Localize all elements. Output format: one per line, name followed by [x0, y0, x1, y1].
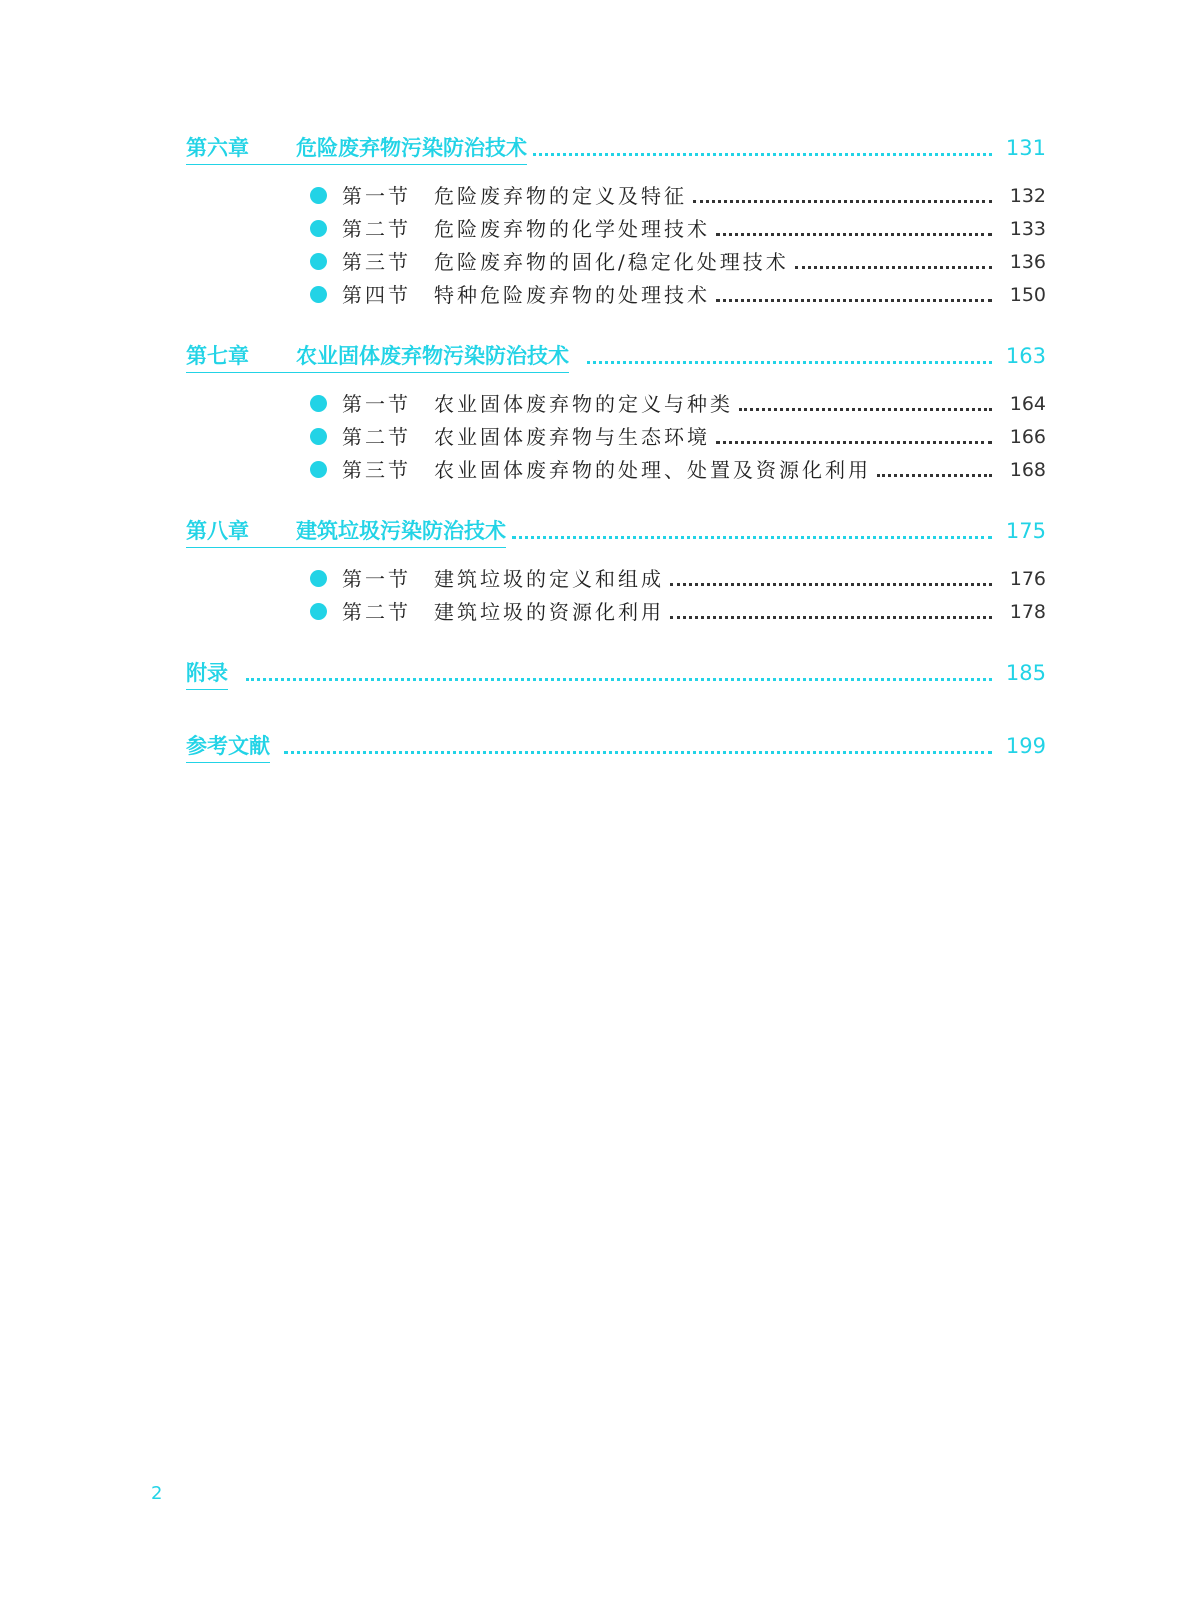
section-list	[186, 561, 1046, 627]
section-title: 危险废弃物的定义及特征	[434, 184, 687, 208]
dot-leader	[716, 233, 992, 236]
chapter-group-7	[186, 340, 1046, 485]
dot-leader	[670, 583, 992, 586]
bullet-dot-icon	[310, 603, 327, 620]
section-entry[interactable]	[310, 277, 1046, 310]
appendix-heading	[186, 659, 228, 690]
appendix-entry[interactable]	[186, 657, 1046, 690]
chapter-page: 175	[1005, 519, 1046, 543]
section-entry[interactable]	[310, 211, 1046, 244]
appendix-page: 185	[1005, 661, 1046, 685]
section-number: 第二节	[342, 600, 411, 624]
section-title: 农业固体废弃物与生态环境	[434, 425, 710, 449]
chapter-title: 农业固体废弃物污染防治技术	[296, 344, 569, 368]
section-number: 第一节	[342, 184, 411, 208]
section-title: 危险废弃物的化学处理技术	[434, 217, 710, 241]
chapter-entry[interactable]	[186, 340, 1046, 373]
bullet-dot-icon	[310, 395, 327, 412]
section-number: 第一节	[342, 392, 411, 416]
dot-leader	[795, 266, 992, 269]
dot-leader	[533, 153, 992, 156]
section-entry[interactable]	[310, 452, 1046, 485]
chapter-heading	[186, 517, 506, 548]
table-of-contents	[186, 132, 1046, 803]
dot-leader	[512, 536, 992, 539]
section-number: 第二节	[342, 425, 411, 449]
appendix-group	[186, 657, 1046, 690]
chapter-heading	[186, 342, 569, 373]
dot-leader	[670, 616, 992, 619]
bullet-dot-icon	[310, 253, 327, 270]
section-entry[interactable]	[310, 561, 1046, 594]
chapter-number: 第八章	[186, 519, 249, 543]
dot-leader	[877, 474, 992, 477]
references-page: 199	[1005, 734, 1046, 758]
section-page: 133	[1009, 218, 1046, 240]
bullet-dot-icon	[310, 570, 327, 587]
chapter-group-6	[186, 132, 1046, 310]
references-group	[186, 730, 1046, 763]
dot-leader	[693, 200, 992, 203]
chapter-entry[interactable]	[186, 515, 1046, 548]
section-list	[186, 178, 1046, 310]
chapter-page: 131	[1005, 136, 1046, 160]
section-entry[interactable]	[310, 178, 1046, 211]
section-title: 危险废弃物的固化/稳定化处理技术	[434, 250, 789, 274]
dot-leader	[246, 678, 992, 681]
references-heading	[186, 732, 270, 763]
bullet-dot-icon	[310, 428, 327, 445]
section-number: 第一节	[342, 567, 411, 591]
dot-leader	[739, 408, 992, 411]
section-title: 特种危险废弃物的处理技术	[434, 283, 710, 307]
section-title: 建筑垃圾的资源化利用	[434, 600, 664, 624]
chapter-title: 危险废弃物污染防治技术	[296, 136, 527, 160]
section-list	[186, 386, 1046, 485]
chapter-page: 163	[1005, 344, 1046, 368]
section-entry[interactable]	[310, 419, 1046, 452]
bullet-dot-icon	[310, 461, 327, 478]
section-page: 166	[1009, 426, 1046, 448]
section-entry[interactable]	[310, 244, 1046, 277]
chapter-number: 第六章	[186, 136, 249, 160]
references-title: 参考文献	[186, 734, 270, 758]
chapter-number: 第七章	[186, 344, 249, 368]
section-title: 建筑垃圾的定义和组成	[434, 567, 664, 591]
section-page: 168	[1009, 459, 1046, 481]
chapter-group-8	[186, 515, 1046, 627]
chapter-entry[interactable]	[186, 132, 1046, 165]
section-title: 农业固体废弃物的定义与种类	[434, 392, 733, 416]
section-entry[interactable]	[310, 594, 1046, 627]
section-number: 第二节	[342, 217, 411, 241]
chapter-title: 建筑垃圾污染防治技术	[296, 519, 506, 543]
section-page: 132	[1009, 185, 1046, 207]
bullet-dot-icon	[310, 220, 327, 237]
page-number: 2	[151, 1483, 163, 1504]
dot-leader	[587, 361, 992, 364]
section-page: 136	[1009, 251, 1046, 273]
section-page: 178	[1009, 601, 1046, 623]
section-page: 176	[1009, 568, 1046, 590]
dot-leader	[284, 751, 992, 754]
section-page: 150	[1009, 284, 1046, 306]
dot-leader	[716, 299, 992, 302]
appendix-title: 附录	[186, 661, 228, 685]
section-title: 农业固体废弃物的处理、处置及资源化利用	[434, 458, 871, 482]
section-number: 第三节	[342, 458, 411, 482]
section-entry[interactable]	[310, 386, 1046, 419]
references-entry[interactable]	[186, 730, 1046, 763]
section-number: 第四节	[342, 283, 411, 307]
bullet-dot-icon	[310, 187, 327, 204]
bullet-dot-icon	[310, 286, 327, 303]
section-page: 164	[1009, 393, 1046, 415]
dot-leader	[716, 441, 992, 444]
section-number: 第三节	[342, 250, 411, 274]
chapter-heading	[186, 134, 527, 165]
